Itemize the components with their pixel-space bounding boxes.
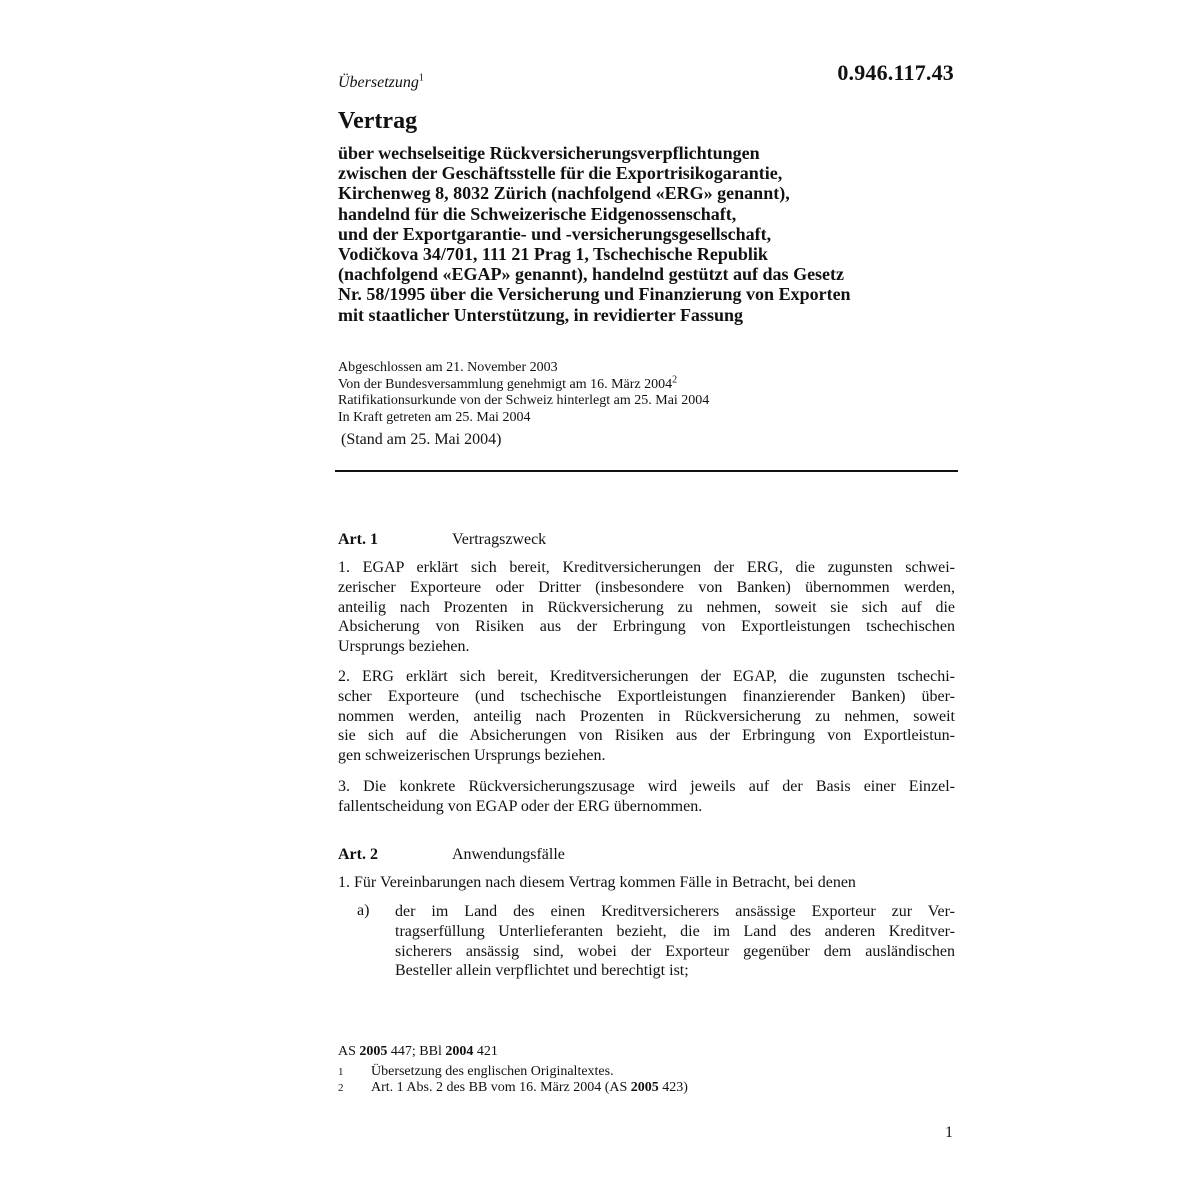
- ratified-date: Ratifikationsurkunde von der Schweiz hinterlegt am 25. Mai 2004: [338, 393, 710, 408]
- subtitle-line: Kirchenweg 8, 8032 Zürich (nachfolgend «ERG» genannt),: [338, 183, 790, 204]
- footnote-2: 2 Art. 1 Abs. 2 des BB vom 16. März 2004 (AS 2005 423): [338, 1080, 688, 1095]
- text-line: fallentscheidung von EGAP oder der ERG übernommen.: [338, 797, 703, 815]
- subtitle-line: zwischen der Geschäftsstelle für die Exportrisikogarantie,: [338, 163, 783, 184]
- subtitle-line: über wechselseitige Rückversicherungsverpflichtungen: [338, 143, 760, 163]
- text-line: der im Land des einen Kreditversicherers ansässige Exporteur zur Ver-: [395, 903, 955, 920]
- header-divider: [335, 470, 958, 472]
- subtitle-line: Vodičkova 34/701, 111 21 Prag 1, Tschechische Republik: [338, 244, 768, 265]
- text-line: zerischer Exporteure oder Dritter (insbesondere von Banken) übernommen werden,: [338, 578, 955, 596]
- footnote-ref-1[interactable]: 1: [418, 72, 424, 84]
- text-line: 2. ERG erklärt sich bereit, Kreditversicherungen der EGAP, die zugunsten tschechi-: [338, 668, 955, 685]
- text-line: Besteller allein verpflichtet und berechtigt ist;: [395, 962, 689, 980]
- approved-date: Von der Bundesversammlung genehmigt am 16. März 2004$^2$: [338, 373, 678, 392]
- concluded-date: Abgeschlossen am 21. November 2003: [338, 360, 558, 375]
- article-1-paragraph-2: [338, 667, 955, 766]
- article-title: Vertragszweck: [452, 531, 547, 548]
- list-item-label: a): [357, 902, 370, 919]
- in-force-date: In Kraft getreten am 25. Mai 2004: [338, 409, 531, 425]
- article-2-intro: [338, 873, 955, 893]
- article-number: Art. 2: [338, 846, 378, 863]
- subtitle-line: und der Exportgarantie- und -versicherungsgesellschaft,: [338, 223, 772, 244]
- subtitle-line: Nr. 58/1995 über die Versicherung und Finanzierung von Exporten: [338, 284, 851, 305]
- subtitle-line: handelnd für die Schweizerische Eidgenossenschaft,: [338, 203, 737, 224]
- sr-number: 0.946.117.43: [837, 60, 954, 85]
- document-title: Vertrag: [338, 108, 418, 134]
- article-1-paragraph-1: [338, 558, 955, 657]
- footnotes: [338, 1044, 688, 1097]
- text-line: 1. EGAP erklärt sich bereit, Kreditversicherungen der ERG, die zugunsten schwei-: [338, 559, 955, 576]
- status-date: (Stand am 25. Mai 2004): [341, 431, 502, 448]
- source-reference: AS 2005 447; BBl 2004 421: [338, 1044, 498, 1059]
- article-number: Art. 1: [338, 531, 378, 548]
- footnote-ref-2[interactable]: 2: [672, 373, 678, 385]
- translation-label: Übersetzung$^1$: [338, 72, 424, 91]
- text-line: 1. Für Vereinbarungen nach diesem Vertrag kommen Fälle in Betracht, bei denen: [338, 874, 856, 891]
- subtitle-line: mit staatlicher Unterstützung, in revidierter Fassung: [338, 304, 743, 325]
- document-subtitle: [338, 143, 958, 325]
- list-item: [395, 902, 955, 981]
- text-line: Ursprungs beziehen.: [338, 638, 470, 656]
- article-2-heading: [338, 846, 565, 864]
- text-line: Absicherung von Risiken aus der Erbringung von Exportleistungen tschechischen: [338, 618, 955, 636]
- text-line: gen schweizerischen Ursprungs beziehen.: [338, 747, 606, 765]
- page-number: 1: [945, 1124, 953, 1141]
- text-line: nommen werden, anteilig nach Prozenten in Rückversicherung zu nehmen, soweit: [338, 707, 955, 725]
- article-1-heading: [338, 531, 546, 549]
- text-line: scher Exporteure (und tschechische Exportleistungen finanzierender Banken) über-: [338, 687, 955, 705]
- article-title: Anwendungsfälle: [452, 846, 565, 863]
- text-line: anteilig nach Prozenten in Rückversicherung zu nehmen, soweit sie sich auf die: [338, 598, 955, 616]
- treaty-metadata: [338, 360, 709, 426]
- subtitle-line: (nachfolgend «EGAP» genannt), handelnd gestützt auf das Gesetz: [338, 264, 845, 285]
- text-line: 3. Die konkrete Rückversicherungszusage wird jeweils auf der Basis einer Einzel-: [338, 778, 955, 795]
- text-line: sie sich auf die Absicherungen von Risiken aus der Erbringung von Exportleistun-: [338, 727, 955, 745]
- footnote-1: 1 Übersetzung des englischen Originaltextes.: [338, 1063, 614, 1079]
- text-line: tragserfüllung Unterlieferanten bezieht, die im Land des anderen Kreditver-: [395, 922, 955, 940]
- text-line: sicherers ansässig sind, wobei der Exporteur gegenüber dem ausländischen: [395, 942, 955, 960]
- article-1-paragraph-3: [338, 777, 955, 817]
